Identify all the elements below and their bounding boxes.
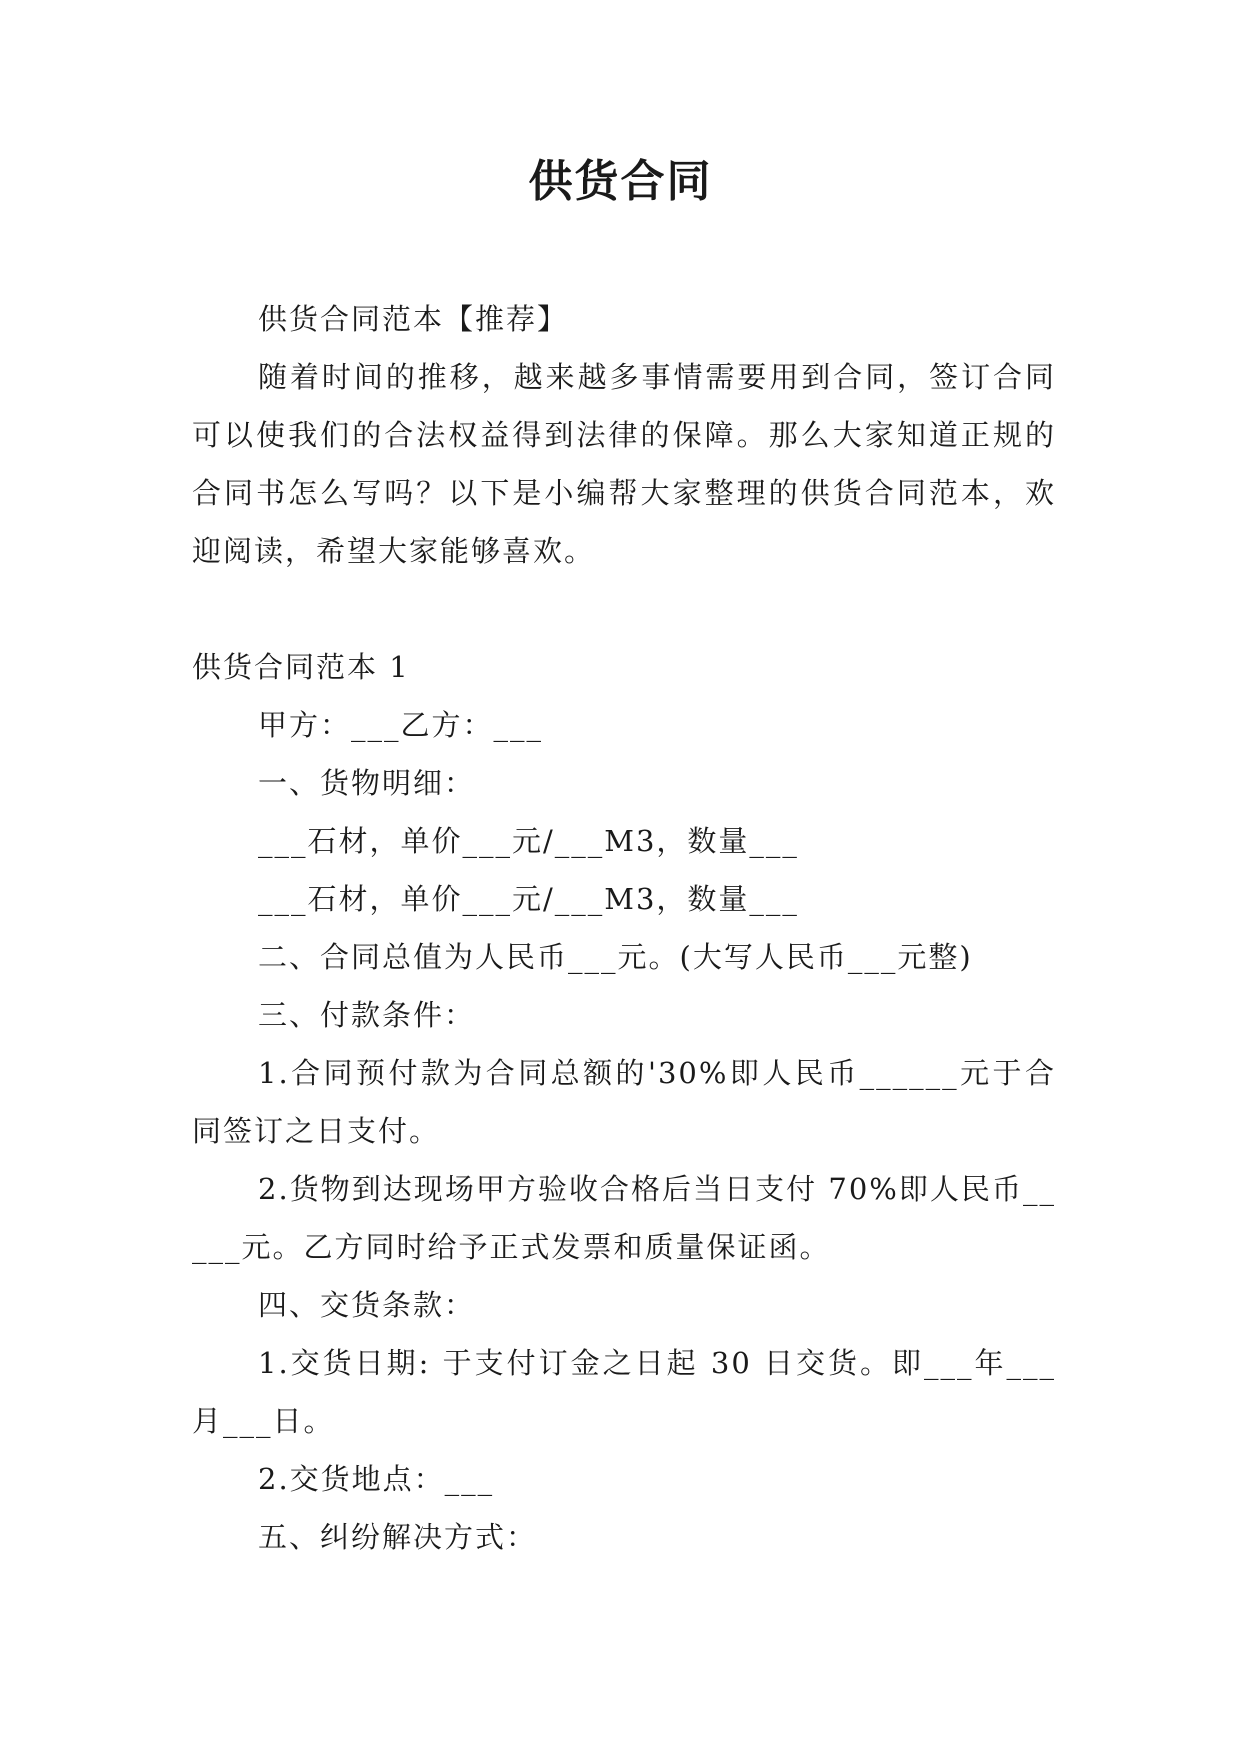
clause-dispute-heading: 五、纠纷解决方式： [258,1520,538,1554]
intro-paragraph: 随着时间的推移，越来越多事情需要用到合同，签订合同可以使我们的合法权益得到法律的保障。那么大家知道正规的合同书怎么写吗？以下是小编帮大家整理的供货合同范本，欢迎阅读，希望大家能够喜欢。 [192,360,1056,568]
clause-payment-heading: 三、付款条件： [258,998,476,1032]
document-title: 供货合同 [528,156,713,207]
section-heading: 供货合同范本 1 [192,650,410,684]
delivery-term-2: 2.交货地点：___ [258,1462,495,1496]
goods-item-line: ___石材，单价___元/___M3，数量___ [258,824,799,858]
party-line: 甲方：___乙方：___ [258,708,544,742]
goods-item-line: ___石材，单价___元/___M3，数量___ [258,882,799,916]
clause-goods-heading: 一、货物明细： [258,766,476,800]
payment-term-1: 1.合同预付款为合同总额的'30%即人民币______元于合同签订之日支付。 [192,1056,1056,1148]
document-body [192,290,1056,1566]
intro-heading: 供货合同范本【推荐】 [258,302,569,336]
clause-delivery-heading: 四、交货条款： [258,1288,476,1322]
paragraph-gap [192,580,1056,638]
clause-total-value: 二、合同总值为人民币___元。(大写人民币___元整) [258,940,973,974]
delivery-term-1: 1.交货日期: 于支付订金之日起 30 日交货。即___年___月___日。 [192,1346,1056,1438]
payment-term-2: 2.货物到达现场甲方验收合格后当日支付 70%即人民币_____元。乙方同时给予正式发票和质量保证函。 [192,1172,1056,1264]
